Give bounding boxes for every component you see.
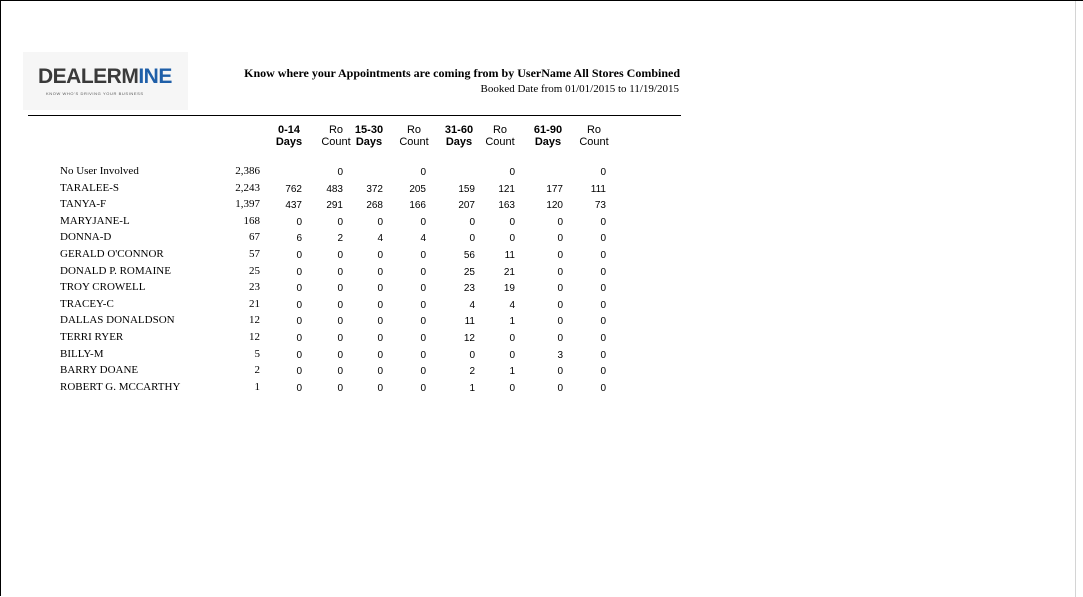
bucket-value: 25: [463, 266, 475, 278]
bucket-value: 0: [557, 299, 563, 311]
bucket-value: 0: [557, 283, 563, 295]
column-header-line2: Count: [579, 136, 609, 148]
bucket-value: 2: [337, 233, 343, 245]
bucket-value: 0: [337, 266, 343, 278]
bucket-value: 0: [377, 332, 383, 344]
bucket-value: 0: [509, 382, 515, 394]
bucket-value: 0: [377, 299, 383, 311]
header-divider: [28, 115, 681, 116]
table-row: [0, 329, 700, 346]
column-header-line2: Count: [485, 136, 515, 148]
table-row: [0, 246, 700, 263]
bucket-value: 73: [594, 200, 606, 212]
appointment-total: 25: [249, 264, 260, 277]
column-header-line1: Ro: [406, 124, 422, 136]
bucket-value: 0: [420, 299, 426, 311]
user-name: TROY CROWELL: [60, 281, 146, 294]
bucket-value: 0: [420, 332, 426, 344]
bucket-value: 6: [296, 233, 302, 245]
bucket-value: 0: [377, 283, 383, 295]
bucket-value: 4: [420, 233, 426, 245]
bucket-value: 4: [509, 299, 515, 311]
bucket-value: 0: [469, 216, 475, 228]
bucket-value: 21: [503, 266, 515, 278]
bucket-value: 0: [469, 349, 475, 361]
bucket-value: 0: [296, 332, 302, 344]
appointment-total: 23: [249, 281, 260, 294]
column-header-line2: Days: [534, 136, 562, 148]
appointment-total: 1: [254, 380, 260, 393]
logo-tagline: KNOW WHO'S DRIVING YOUR BUSINESS: [46, 91, 144, 96]
bucket-value: 0: [377, 249, 383, 261]
bucket-value: 163: [498, 200, 515, 212]
table-row: [0, 296, 700, 313]
bucket-value: 0: [600, 167, 606, 178]
bucket-value: 291: [326, 200, 343, 212]
bucket-value: 0: [337, 332, 343, 344]
bucket-value: 0: [600, 233, 606, 245]
user-name: BILLY-M: [60, 347, 104, 360]
bucket-value: 0: [337, 216, 343, 228]
bucket-value: 0: [337, 299, 343, 311]
user-name: GERALD O'CONNOR: [60, 247, 164, 260]
bucket-value: 207: [458, 200, 475, 212]
appointment-total: 67: [249, 231, 260, 244]
user-name: DONALD P. ROMAINE: [60, 264, 171, 277]
bucket-value: 762: [285, 183, 302, 195]
bucket-value: 0: [337, 249, 343, 261]
bucket-value: 0: [420, 349, 426, 361]
bucket-value: 0: [600, 216, 606, 228]
column-header: [564, 124, 624, 148]
bucket-value: 0: [557, 249, 563, 261]
bucket-value: 0: [469, 233, 475, 245]
bucket-value: 0: [420, 316, 426, 328]
appointment-total: 168: [243, 214, 260, 227]
bucket-value: 23: [463, 283, 475, 295]
dealermine-logo: [23, 52, 188, 110]
appointment-total: 12: [249, 330, 260, 343]
bucket-value: 111: [590, 183, 606, 195]
column-header-line1: Ro: [586, 124, 602, 136]
logo-word-main: DEALERM: [38, 65, 139, 88]
column-header-line1: 0-14: [277, 124, 301, 136]
bucket-value: 0: [296, 366, 302, 378]
bucket-value: 0: [377, 366, 383, 378]
bucket-value: 120: [546, 200, 563, 212]
bucket-value: 0: [600, 299, 606, 311]
appointment-total: 5: [254, 347, 260, 360]
bucket-value: 0: [337, 366, 343, 378]
bucket-value: 2: [469, 366, 475, 378]
bucket-value: 0: [509, 167, 515, 178]
bucket-value: 0: [600, 316, 606, 328]
user-name: TANYA-F: [60, 198, 107, 211]
column-header-line2: Count: [321, 136, 351, 148]
column-header-line2: Days: [355, 136, 383, 148]
bucket-value: 4: [469, 299, 475, 311]
bucket-value: 0: [377, 266, 383, 278]
user-name: TERRI RYER: [60, 330, 124, 343]
bucket-value: 0: [296, 266, 302, 278]
user-name: ROBERT G. MCCARTHY: [60, 380, 181, 393]
bucket-value: 0: [600, 366, 606, 378]
bucket-value: 1: [509, 366, 515, 378]
column-header-line1: Ro: [328, 124, 344, 136]
report-date-range: Booked Date from 01/01/2015 to 11/19/2015: [480, 83, 679, 95]
bucket-value: 12: [463, 332, 475, 344]
table-row: [0, 379, 700, 396]
column-header-line1: 31-60: [444, 124, 474, 136]
bucket-value: 0: [296, 283, 302, 295]
bucket-value: 0: [600, 249, 606, 261]
appointment-total: 2,386: [235, 165, 260, 177]
bucket-value: 0: [600, 283, 606, 295]
table-row: [0, 196, 700, 213]
bucket-value: 177: [546, 183, 563, 195]
column-header-line1: Ro: [492, 124, 508, 136]
appointment-total: 21: [249, 297, 260, 310]
user-name: BARRY DOANE: [60, 364, 139, 377]
appointment-total: 12: [249, 314, 260, 327]
bucket-value: 0: [557, 316, 563, 328]
bucket-value: 0: [557, 266, 563, 278]
bucket-value: 0: [296, 349, 302, 361]
bucket-value: 372: [366, 183, 383, 195]
table-row: [0, 163, 700, 180]
appointment-total: 2,243: [235, 181, 260, 194]
bucket-value: 0: [377, 316, 383, 328]
bucket-value: 0: [296, 299, 302, 311]
bucket-value: 166: [409, 200, 426, 212]
column-header-line1: 15-30: [354, 124, 384, 136]
bucket-value: 0: [420, 249, 426, 261]
bucket-value: 56: [463, 249, 475, 261]
bucket-value: 0: [600, 332, 606, 344]
bucket-value: 4: [377, 233, 383, 245]
logo-word-accent: INE: [138, 65, 172, 88]
report-table-body: [0, 163, 700, 395]
user-name: TARALEE-S: [60, 181, 120, 194]
table-row: [0, 263, 700, 280]
bucket-value: 3: [557, 349, 563, 361]
bucket-value: 0: [600, 382, 606, 394]
bucket-value: 0: [296, 316, 302, 328]
bucket-value: 19: [503, 283, 515, 295]
vertical-scrollbar[interactable]: [1075, 1, 1083, 597]
user-name: TRACEY-C: [60, 297, 114, 310]
user-name: MARYJANE-L: [60, 214, 130, 227]
bucket-value: 0: [509, 349, 515, 361]
bucket-value: 0: [557, 382, 563, 394]
column-header-line2: Days: [445, 136, 473, 148]
bucket-value: 0: [337, 316, 343, 328]
bucket-value: 0: [296, 249, 302, 261]
bucket-value: 437: [285, 200, 302, 212]
bucket-value: 0: [420, 167, 426, 178]
bucket-value: 0: [420, 283, 426, 295]
bucket-value: 483: [326, 183, 343, 195]
table-row: [0, 279, 700, 296]
bucket-value: 0: [420, 382, 426, 394]
bucket-value: 0: [377, 382, 383, 394]
bucket-value: 0: [509, 233, 515, 245]
bucket-value: 0: [377, 349, 383, 361]
column-header-line2: Days: [275, 136, 303, 148]
report-title: Know where your Appointments are coming from by UserName All Stores Combined: [244, 66, 680, 80]
bucket-value: 0: [296, 382, 302, 394]
bucket-value: 159: [458, 183, 475, 195]
table-row: [0, 312, 700, 329]
logo-wordmark: [38, 65, 172, 89]
bucket-value: 268: [366, 200, 383, 212]
appointment-total: 57: [249, 247, 260, 260]
appointment-total: 2: [254, 364, 260, 377]
table-row: [0, 229, 700, 246]
bucket-value: 0: [337, 167, 343, 178]
bucket-value: 1: [469, 382, 475, 394]
table-row: [0, 213, 700, 230]
bucket-value: 0: [557, 216, 563, 228]
bucket-value: 0: [337, 382, 343, 394]
bucket-value: 0: [337, 349, 343, 361]
bucket-value: 11: [464, 316, 475, 328]
user-name: No User Involved: [60, 165, 139, 177]
bucket-value: 0: [509, 332, 515, 344]
bucket-value: 121: [498, 183, 515, 195]
bucket-value: 1: [509, 316, 515, 328]
bucket-value: 0: [337, 283, 343, 295]
bucket-value: 0: [600, 266, 606, 278]
bucket-value: 0: [296, 216, 302, 228]
column-header-line2: Count: [399, 136, 429, 148]
bucket-value: 0: [509, 216, 515, 228]
table-row: [0, 180, 700, 197]
bucket-value: 0: [420, 366, 426, 378]
bucket-value: 0: [420, 216, 426, 228]
bucket-value: 0: [557, 332, 563, 344]
bucket-value: 0: [557, 366, 563, 378]
bucket-value: 0: [600, 349, 606, 361]
bucket-value: 205: [409, 183, 426, 195]
bucket-value: 11: [504, 249, 515, 261]
table-row: [0, 362, 700, 379]
bucket-value: 0: [377, 216, 383, 228]
user-name: DONNA-D: [60, 231, 112, 244]
user-name: DALLAS DONALDSON: [60, 314, 175, 327]
appointment-total: 1,397: [235, 198, 260, 211]
bucket-value: 0: [557, 233, 563, 245]
column-header-line1: 61-90: [533, 124, 563, 136]
bucket-value: 0: [420, 266, 426, 278]
table-row: [0, 346, 700, 363]
